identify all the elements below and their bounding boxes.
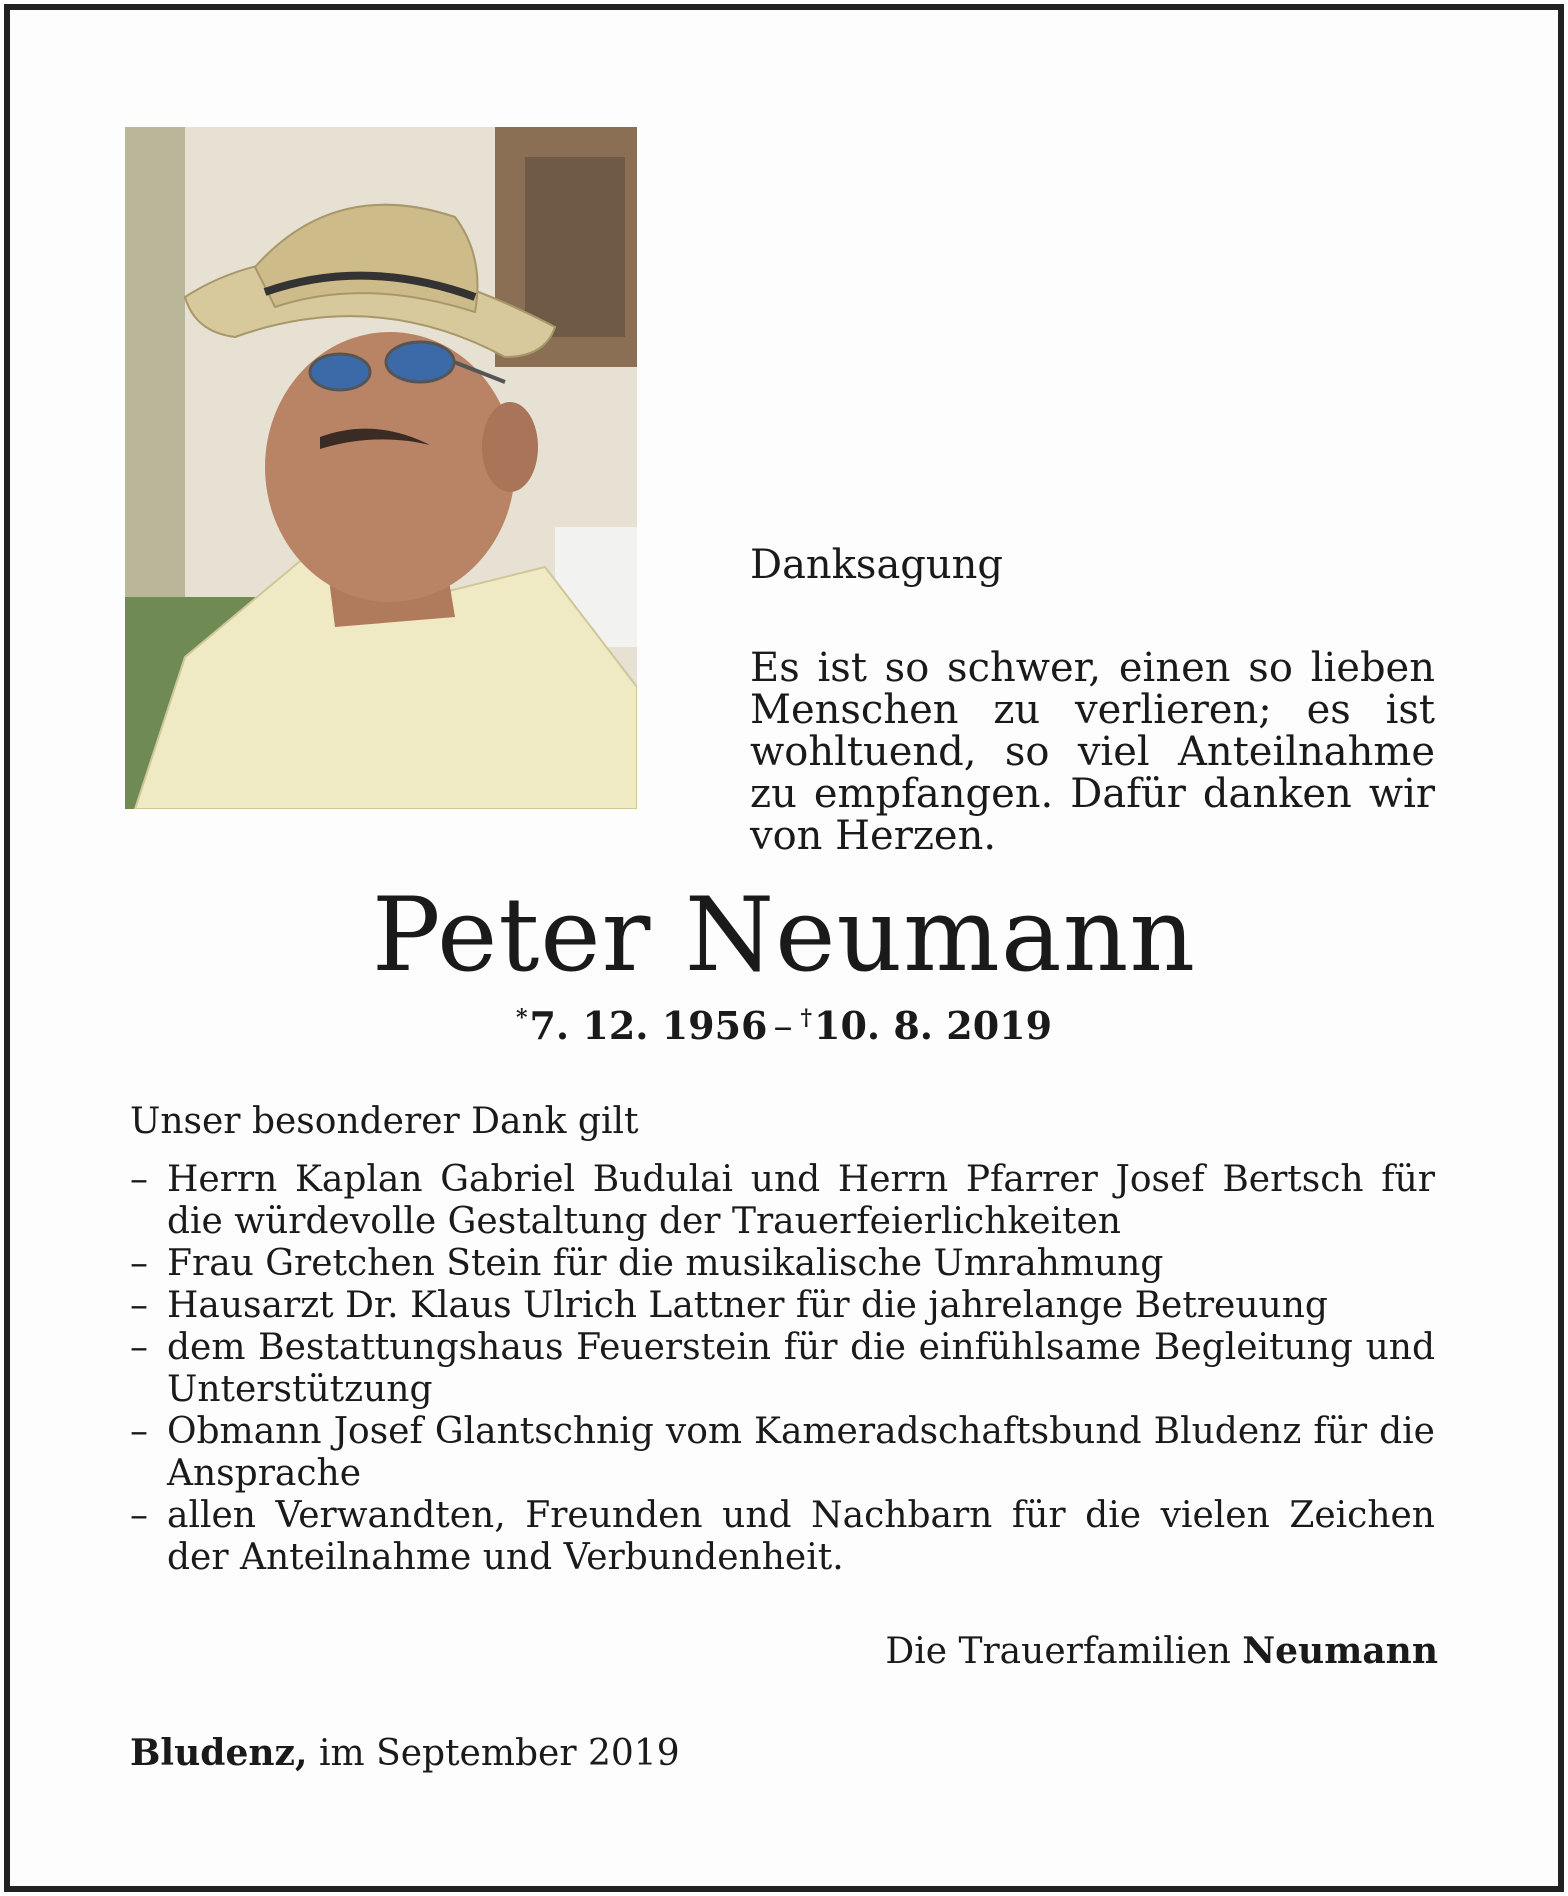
heading: Danksagung — [750, 542, 1004, 588]
signoff — [885, 1632, 1438, 1672]
place-date — [130, 1734, 680, 1774]
list-item: – Frau Gretchen Stein für die musikalische Umrahmung — [130, 1243, 1435, 1285]
list-item: – Herrn Kaplan Gabriel Budulai und Herrn Pfarrer Josef Bertsch für die würdevolle Gestaltung der Trauerfeierlichkeiten — [130, 1159, 1435, 1243]
thanks-list — [130, 1159, 1435, 1579]
signoff-family: Neumann — [1242, 1630, 1438, 1672]
birth-symbol: * — [515, 1005, 528, 1031]
place-date-text: im September 2019 — [318, 1733, 680, 1774]
list-item: – allen Verwandten, Freunden und Nachbarn für die vielen Zeichen der Anteilnahme und Verbundenheit. — [130, 1495, 1435, 1579]
date-separator: – — [773, 1004, 793, 1048]
thanks-intro: Unser besonderer Dank gilt — [130, 1101, 639, 1142]
place-town: Bludenz, — [130, 1732, 308, 1774]
birth-date: 7. 12. 1956 — [529, 1003, 768, 1048]
life-dates — [0, 1005, 1568, 1048]
list-item: – Obmann Josef Glantschnig vom Kameradschaftsbund Bludenz für die Ansprache — [130, 1411, 1435, 1495]
list-item: – Hausarzt Dr. Klaus Ulrich Lattner für die jahrelange Betreuung — [130, 1285, 1435, 1327]
list-item: – dem Bestattungshaus Feuerstein für die einfühlsame Begleitung und Unterstützung — [130, 1327, 1435, 1411]
death-date: 10. 8. 2019 — [814, 1003, 1053, 1048]
signoff-prefix: Die Trauerfamilien — [885, 1631, 1231, 1672]
intro-text: Es ist so schwer, einen so lieben Menschen zu verlieren; es ist wohltuend, so viel Anteilnahme zu empfangen. Dafür danken wir von Herzen. — [750, 645, 1435, 859]
deceased-name: Peter Neumann — [371, 876, 1197, 995]
portrait-photo-icon — [125, 127, 637, 809]
portrait-photo — [125, 127, 637, 809]
death-symbol: † — [800, 1005, 813, 1031]
